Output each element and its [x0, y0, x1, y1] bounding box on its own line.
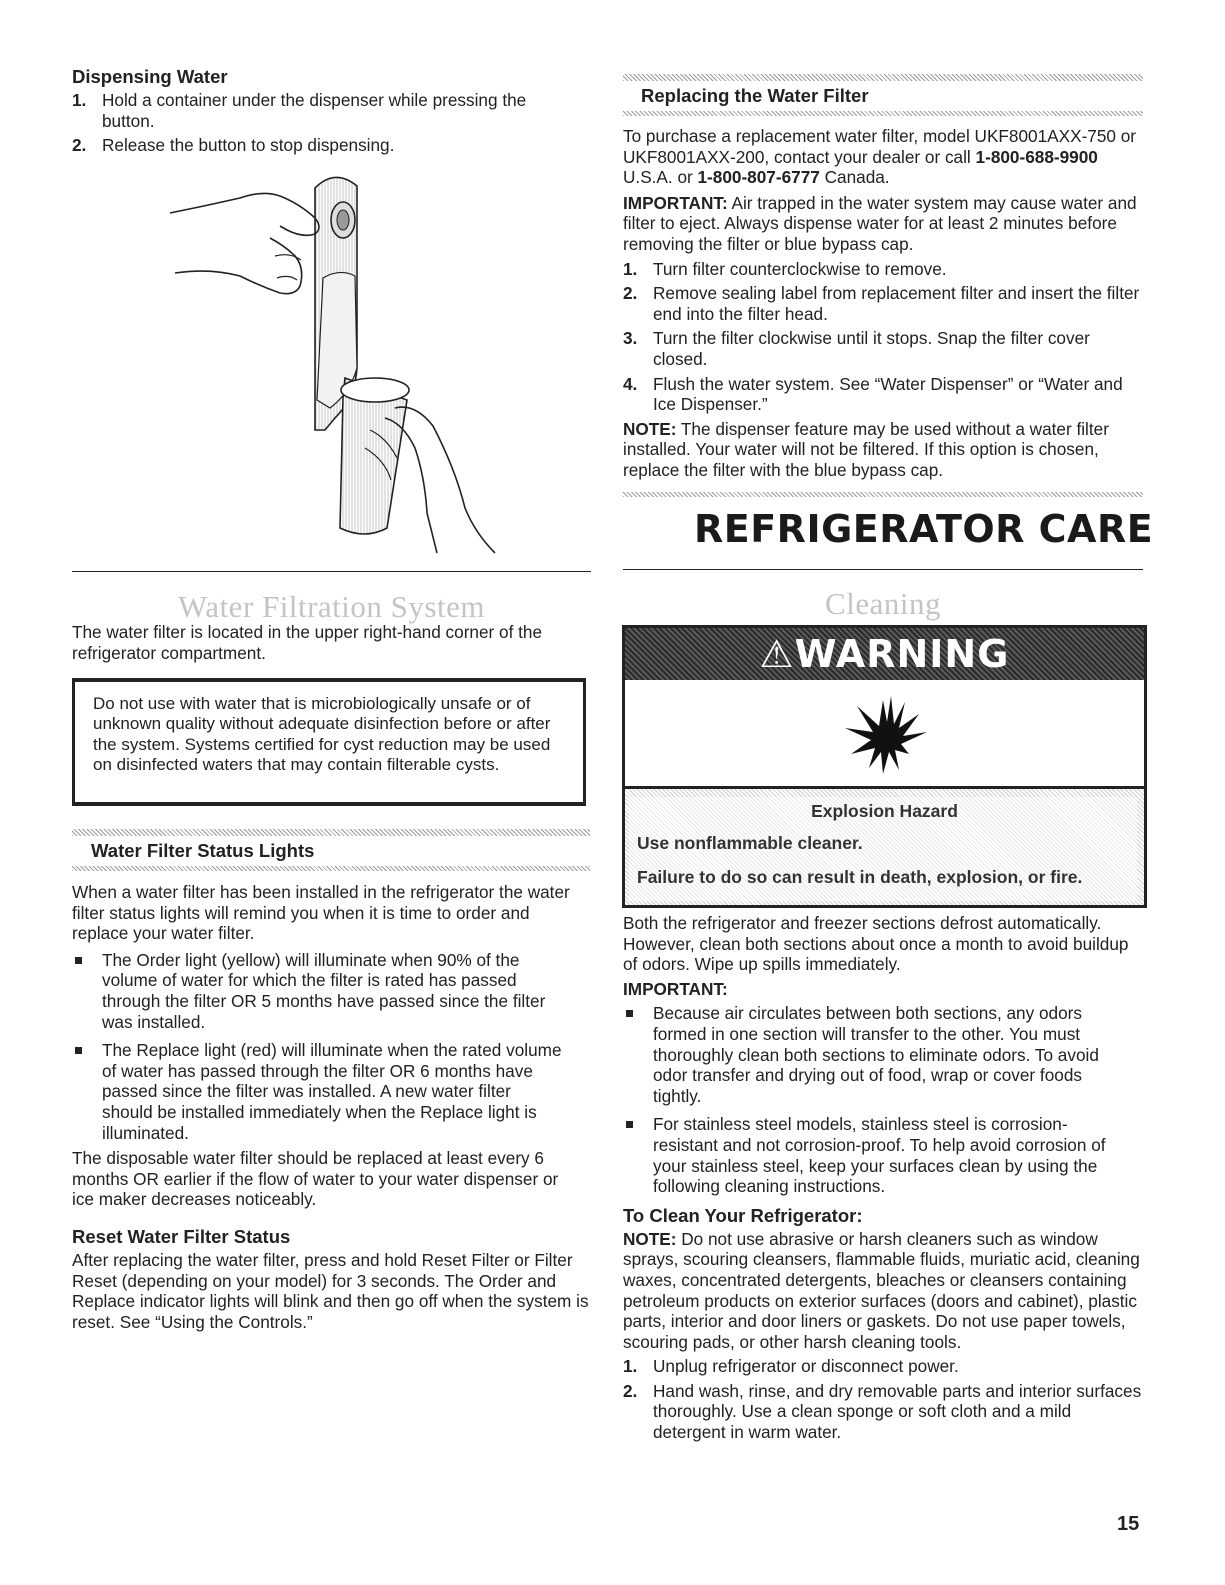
warning-line-2: Failure to do so can result in death, explosion, or fire.: [637, 867, 1083, 887]
cleaning-bullets: [623, 1003, 1113, 1196]
refrigerator-care-title: REFRIGERATOR CARE: [694, 507, 1154, 551]
cleaning-title: Cleaning: [825, 586, 941, 621]
list-item: [623, 283, 1143, 324]
step-number: 1.: [623, 1356, 638, 1377]
purchase-text-2: U.S.A. or: [623, 167, 698, 188]
warning-symbol-area: [625, 680, 1144, 786]
clean-refrigerator-heading: To Clean Your Refrigerator:: [623, 1204, 863, 1226]
replacing-steps: [623, 259, 1143, 415]
list-item: The Replace light (red) will illuminate when the rated volume of water has passed through the filter OR 6 months have passed since the filter was installed. A new water filter should be installed immediately when the Replace light is illuminated.: [72, 1040, 562, 1143]
phone-canada: 1-800-807-6777: [697, 167, 820, 188]
hatched-rule: [72, 866, 590, 871]
reset-text: After replacing the water filter, press and hold Reset Filter or Filter Reset (depending on your model) for 3 seconds. The Order and Replace indicator lights will blink and then go off when the system is reset. See “Using the Controls.”: [72, 1249, 589, 1332]
notice-text: Do not use with water that is microbiologically unsafe or of unknown quality without adequate disinfection before or after the system. Systems certified for cyst reduction may be used on disinfected waters that may contain filterable cysts.: [93, 694, 551, 775]
note-body: The dispenser feature may be used without a water filter installed. Your water will not be filtered. If this option is chosen, replace the filter with the blue bypass cap.: [623, 418, 1109, 480]
dispensing-steps: [72, 90, 592, 156]
purchase-text-3: Canada.: [819, 167, 890, 188]
step-number: 1.: [72, 90, 87, 110]
step-text: Turn filter counterclockwise to remove.: [653, 258, 947, 279]
cleaning-important-label: IMPORTANT:: [623, 978, 728, 999]
list-item: [623, 259, 1143, 280]
step-number: 3.: [623, 328, 638, 349]
replacing-filter-heading: Replacing the Water Filter: [641, 85, 869, 106]
purchase-text: [623, 126, 1143, 188]
hatched-rule: [72, 829, 590, 836]
list-item: Because air circulates between both sections, any odors formed in one section will transfer to the other. You must thoroughly clean both sections to eliminate odors. To avoid odor transfer and drying out of food, wrap or cover foods tightly.: [623, 1003, 1113, 1106]
status-lights-intro: When a water filter has been installed in the refrigerator the water filter status lights will remind you when it is time to order and replace your water filter.: [72, 882, 570, 944]
step-number: 2.: [72, 135, 87, 156]
list-item: [72, 90, 592, 131]
step-text: Unplug refrigerator or disconnect power.: [653, 1356, 959, 1377]
hatched-rule: [623, 74, 1143, 81]
step-number: 4.: [623, 373, 638, 394]
water-filtration-title: Water Filtration System: [178, 589, 485, 624]
list-item: [623, 328, 1143, 369]
note-body: Do not use abrasive or harsh cleaners such as window sprays, scouring cleansers, flammable fluids, muriatic acid, cleaning waxes, concentrated detergents, bleaches or cleansers containing petroleum products on exterior surfaces (doors and cabinet), plastic parts, interior and door liners or gaskets. Do not use paper towels, scouring pads, or other harsh cleaning tools.: [623, 1228, 1140, 1352]
reset-heading: Reset Water Filter Status: [72, 1225, 291, 1247]
important-body: Air trapped in the water system may cause water and filter to eject. Always dispense water for at least 2 minutes before removing the filter or blue bypass cap.: [623, 192, 1137, 254]
filtration-intro: The water filter is located in the upper right-hand corner of the refrigerator compartment.: [72, 622, 543, 663]
step-number: 1.: [623, 258, 638, 279]
status-lights-outro: The disposable water filter should be replaced at least every 6 months OR earlier if the flow of water to your water dispenser or ice maker decreases noticeably.: [72, 1148, 559, 1210]
note-label: NOTE:: [623, 418, 677, 439]
page-number: 15: [1117, 1513, 1140, 1535]
step-text: Remove sealing label from replacement filter and insert the filter end into the filter head.: [653, 283, 1140, 324]
explosion-icon: [839, 692, 931, 776]
list-item: The Order light (yellow) will illuminate when 90% of the volume of water for which the filter is rated has passed through the filter OR 5 months have passed since the filter was installed.: [72, 950, 562, 1032]
hazard-label: Explosion Hazard: [811, 801, 958, 821]
warning-band: [625, 628, 1144, 680]
cleaning-steps: [623, 1356, 1143, 1442]
hatched-rule: [623, 111, 1143, 116]
step-number: 2.: [623, 1380, 638, 1401]
list-item: For stainless steel models, stainless steel is corrosion-resistant and not corrosion-proof. To help avoid corrosion of your stainless steel, keep your surfaces clean by using the following cleaning instructions.: [623, 1114, 1113, 1196]
important-label: IMPORTANT:: [623, 192, 728, 213]
step-text: Hold a container under the dispenser while pressing the button.: [102, 90, 527, 131]
dispenser-illustration: [165, 168, 505, 554]
note-label: NOTE:: [623, 1228, 677, 1249]
list-item: [623, 374, 1143, 415]
dispensing-water-heading: Dispensing Water: [72, 66, 228, 87]
status-lights-list: [72, 950, 562, 1143]
status-lights-heading: Water Filter Status Lights: [91, 840, 315, 861]
note-text: [623, 419, 1143, 481]
warning-message-area: [625, 786, 1144, 908]
section-divider: [72, 571, 591, 572]
cleaning-note: [623, 1229, 1143, 1353]
replacing-filter-section: [623, 126, 1143, 481]
purchase-text-1: To purchase a replacement water filter, model UKF8001AXX-750 or UKF8001AXX-200, contact your dealer or call: [623, 126, 1137, 167]
warning-line-1: Use nonflammable cleaner.: [637, 833, 863, 853]
important-text: [623, 193, 1143, 255]
step-text: Turn the filter clockwise until it stops. Snap the filter cover closed.: [653, 328, 1090, 369]
warning-box: [622, 625, 1147, 908]
list-item: [623, 1356, 1143, 1377]
step-number: 2.: [623, 283, 638, 304]
warning-title: ⚠WARNING: [759, 632, 1010, 676]
list-item: [72, 135, 592, 156]
list-item: [623, 1381, 1143, 1443]
dispensing-water-section: [72, 66, 592, 156]
step-text: Release the button to stop dispensing.: [102, 135, 395, 156]
cleaning-intro: Both the refrigerator and freezer sections defrost automatically. However, clean both sections about once a month to avoid buildup of odors. Wipe up spills immediately.: [623, 913, 1129, 975]
status-lights-section: [72, 882, 590, 1332]
section-divider: [623, 569, 1143, 570]
step-text: Hand wash, rinse, and dry removable parts and interior surfaces thoroughly. Use a clean sponge or soft cloth and a mild detergent in warm water.: [653, 1380, 1142, 1443]
filtration-notice-box: [72, 678, 586, 806]
hatched-rule: [623, 492, 1143, 497]
step-text: Flush the water system. See “Water Dispenser” or “Water and Ice Dispenser.”: [653, 373, 1123, 415]
cleaning-section: [623, 913, 1143, 1443]
phone-usa: 1-800-688-9900: [975, 146, 1098, 167]
